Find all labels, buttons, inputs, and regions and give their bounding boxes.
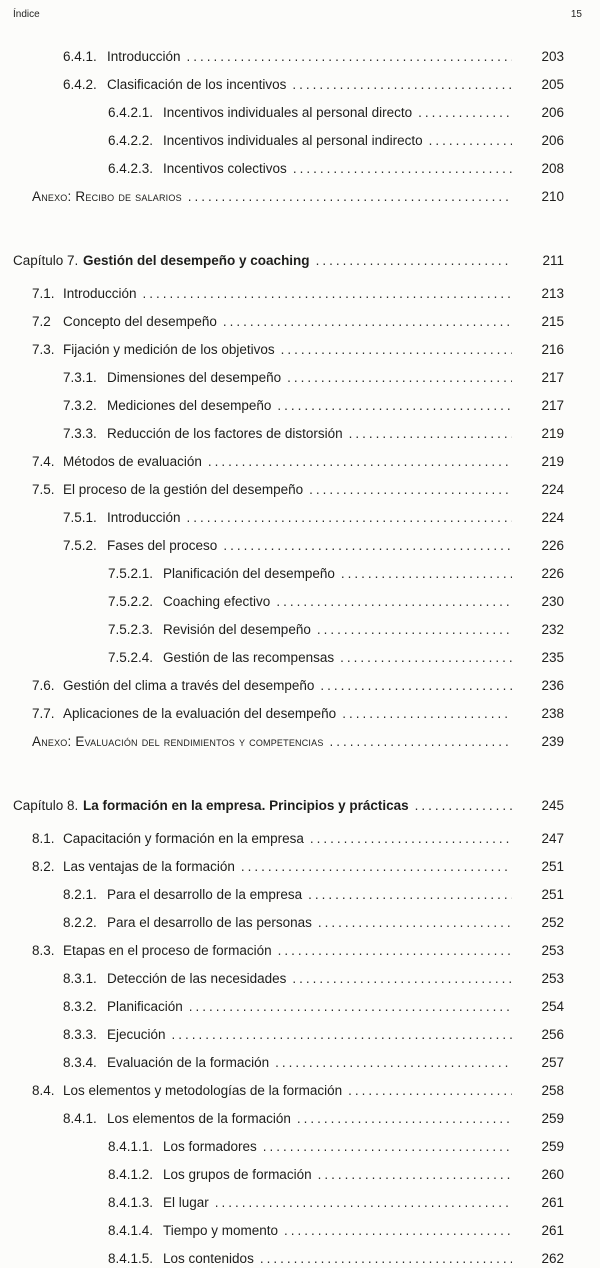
dot-leader [143, 284, 512, 303]
dot-leader [172, 1025, 512, 1044]
toc-entry-title: Tiempo y momento [163, 1223, 279, 1238]
dot-leader [341, 564, 512, 583]
toc-entry-title: Incentivos individuales al personal directo [163, 105, 413, 120]
toc-entry-title: Las ventajas de la formación [63, 859, 235, 874]
toc-entry-number: 6.4.2. [63, 77, 97, 92]
toc-entry-page: 259 [541, 1139, 564, 1154]
toc-entry-title: Introducción [107, 49, 181, 64]
toc-entry-number: 7.3.1. [63, 370, 97, 385]
toc-entry-title: Ejecución [107, 1027, 166, 1042]
toc-row [13, 848, 582, 876]
toc-entry-number: 7.5.2.4. [108, 650, 154, 665]
toc-entry-page: 217 [541, 398, 564, 413]
toc-entry-number: 7.7. [32, 706, 55, 721]
toc-entry-page: 219 [541, 454, 564, 469]
toc-entry-title: Concepto del desempeño [63, 314, 217, 329]
dot-leader [342, 704, 512, 723]
toc-entry-number: 7.5.2. [63, 538, 97, 553]
toc-entry-title: Los formadores [163, 1139, 257, 1154]
toc-row [13, 960, 582, 988]
toc-entry-number: 6.4.2.2. [108, 133, 154, 148]
toc-entry-title: Capacitación y formación en la empresa [63, 831, 304, 846]
dot-leader [340, 648, 512, 667]
toc-entry-page: 203 [541, 49, 564, 64]
toc-entry-title: Para el desarrollo de la empresa [107, 887, 303, 902]
toc-entry-number: 7.5.2.3. [108, 622, 154, 637]
dot-leader [284, 1221, 512, 1240]
dot-leader [277, 396, 512, 415]
toc-row [13, 178, 582, 206]
toc-entry-page: 215 [541, 314, 564, 329]
dot-leader [330, 732, 512, 751]
toc-entry-title: Coaching efectivo [163, 594, 271, 609]
toc-entry-page: 261 [541, 1223, 564, 1238]
toc-entry-number: 8.4. [32, 1083, 55, 1098]
toc-row [13, 1184, 582, 1212]
toc-entry-title: El lugar [163, 1195, 209, 1210]
toc-row [13, 359, 582, 387]
dot-leader [188, 187, 512, 206]
dot-leader [293, 159, 512, 178]
toc-row [13, 1044, 582, 1072]
toc-entry-number: 7.2 [32, 314, 51, 329]
toc-entry-number: 7.5. [32, 482, 55, 497]
dot-leader [318, 1165, 512, 1184]
toc-row [13, 471, 582, 499]
toc-entry-number: 8.3.4. [63, 1055, 97, 1070]
toc-entry-title: Incentivos colectivos [163, 161, 287, 176]
toc-entry-page: 206 [541, 105, 564, 120]
toc-entry-number: 7.3.3. [63, 426, 97, 441]
toc-entry-number: 7.5.2.2. [108, 594, 154, 609]
toc-row [13, 38, 582, 66]
dot-leader [316, 251, 512, 270]
toc-entry-title: Los elementos y metodologías de la formación [63, 1083, 343, 1098]
toc-entry-number: 8.1. [32, 831, 55, 846]
toc-entry-title: Para el desarrollo de las personas [107, 915, 312, 930]
toc-row [13, 415, 582, 443]
toc-row [13, 94, 582, 122]
toc-entry-number: 8.4.1.2. [108, 1167, 154, 1182]
toc-entry-number: 7.4. [32, 454, 55, 469]
toc-entry-page: 224 [541, 482, 564, 497]
toc-entry-title: Planificación [107, 999, 183, 1014]
toc-row [13, 1072, 582, 1100]
toc-entry-number: 8.2. [32, 859, 55, 874]
toc-entry-title: Detección de las necesidades [107, 971, 287, 986]
toc-row [13, 275, 582, 303]
toc-entry-number: 7.1. [32, 286, 55, 301]
toc-entry-number: 7.3. [32, 342, 55, 357]
toc-entry-title: Los grupos de formación [163, 1167, 312, 1182]
toc-entry-number: 8.3.3. [63, 1027, 97, 1042]
toc-entry-page: 208 [541, 161, 564, 176]
toc-entry-number: 6.4.2.1. [108, 105, 154, 120]
dot-leader [297, 1109, 512, 1128]
toc-entry-page: 259 [541, 1111, 564, 1126]
toc-row [13, 1016, 582, 1044]
toc-row [13, 904, 582, 932]
dot-leader [429, 131, 512, 150]
toc-row [13, 723, 582, 751]
toc-entry-title: Los contenidos [163, 1251, 254, 1266]
toc-entry-number: Capítulo 8. [13, 798, 79, 813]
toc-row [13, 499, 582, 527]
toc-row [13, 611, 582, 639]
dot-leader [223, 312, 512, 331]
toc-entry-number: 6.4.2.3. [108, 161, 154, 176]
page-header-number: 15 [570, 9, 582, 20]
toc-entry-page: 251 [541, 859, 564, 874]
toc-entry-number: 7.6. [32, 678, 55, 693]
toc-entry-page: 211 [542, 253, 564, 268]
toc-entry-page: 210 [541, 189, 564, 204]
toc-entry-number: 8.4.1.1. [108, 1139, 154, 1154]
dot-leader [317, 620, 512, 639]
toc-entry-page: 245 [541, 798, 564, 813]
toc-entry-page: 247 [541, 831, 564, 846]
dot-leader [348, 1081, 512, 1100]
toc-entry-number: 6.4.1. [63, 49, 97, 64]
toc-entry-title: Fases del proceso [107, 538, 218, 553]
toc-entry-title: Aplicaciones de la evaluación del desempeño [63, 706, 337, 721]
toc-entry-title: Métodos de evaluación [63, 454, 202, 469]
toc-row [13, 1128, 582, 1156]
dot-leader [263, 1137, 512, 1156]
toc-entry-title: Gestión del desempeño y coaching [83, 253, 310, 268]
toc-entry-page: 232 [541, 622, 564, 637]
toc-entry-number: 7.5.2.1. [108, 566, 154, 581]
toc-entry-page: 226 [541, 566, 564, 581]
toc-row [13, 876, 582, 904]
dot-leader [278, 941, 512, 960]
toc-entry-number: 8.4.1.4. [108, 1223, 154, 1238]
toc-entry-title: Anexo: Recibo de salarios [32, 189, 182, 204]
toc-row [13, 331, 582, 359]
toc-entry-title: Los elementos de la formación [107, 1111, 291, 1126]
dot-leader [223, 536, 512, 555]
dot-leader [309, 480, 512, 499]
toc-entry-title: Gestión del clima a través del desempeño [63, 678, 315, 693]
dot-leader [287, 368, 512, 387]
toc-row [13, 303, 582, 331]
toc-entry-page: 206 [541, 133, 564, 148]
toc-entry-page: 253 [541, 943, 564, 958]
toc-entry-number: Capítulo 7. [13, 253, 79, 268]
toc-entry-number: 8.4.1.3. [108, 1195, 154, 1210]
toc-row [13, 1212, 582, 1240]
dot-leader [310, 829, 512, 848]
dot-leader [189, 997, 512, 1016]
toc-entry-page: 239 [541, 734, 564, 749]
dot-leader [292, 969, 512, 988]
toc-entry-number: 7.3.2. [63, 398, 97, 413]
toc-entry-number: 7.5.1. [63, 510, 97, 525]
toc-entry-title: Evaluación de la formación [107, 1055, 270, 1070]
toc-row [13, 555, 582, 583]
toc-row [13, 387, 582, 415]
toc-entry-title: Incentivos individuales al personal indirecto [163, 133, 423, 148]
toc-row [13, 527, 582, 555]
toc-entry-title: Fijación y medición de los objetivos [63, 342, 275, 357]
toc-entry-page: 254 [541, 999, 564, 1014]
toc-row [13, 667, 582, 695]
toc-row [13, 1240, 582, 1268]
dot-leader [215, 1193, 512, 1212]
toc-entry-page: 217 [541, 370, 564, 385]
toc-row [13, 150, 582, 178]
dot-leader [275, 1053, 512, 1072]
toc-entry-title: El proceso de la gestión del desempeño [63, 482, 304, 497]
dot-leader [292, 75, 512, 94]
toc-entry-title: Gestión de las recompensas [163, 650, 335, 665]
dot-leader [418, 103, 512, 122]
toc-entry-title: Reducción de los factores de distorsión [107, 426, 343, 441]
toc-entry-number: 8.2.1. [63, 887, 97, 902]
dot-leader [281, 340, 512, 359]
toc-entry-page: 258 [541, 1083, 564, 1098]
toc-entry-title: Introducción [63, 286, 137, 301]
toc-entry-page: 226 [541, 538, 564, 553]
toc-entry-number: 8.4.1.5. [108, 1251, 154, 1266]
toc-entry-number: 8.4.1. [63, 1111, 97, 1126]
dot-leader [415, 796, 512, 815]
toc-entry-page: 230 [541, 594, 564, 609]
toc-list [13, 38, 582, 1268]
toc-entry-number: 8.3.1. [63, 971, 97, 986]
toc-entry-page: 261 [541, 1195, 564, 1210]
toc-row [13, 242, 582, 270]
toc-entry-title: Revisión del desempeño [163, 622, 311, 637]
toc-entry-page: 262 [541, 1251, 564, 1266]
dot-leader [208, 452, 512, 471]
toc-entry-page: 238 [541, 706, 564, 721]
toc-row [13, 639, 582, 667]
dot-leader [320, 676, 512, 695]
toc-entry-page: 236 [541, 678, 564, 693]
toc-entry-title: Anexo: Evaluación del rendimientos y competencias [32, 734, 324, 749]
toc-entry-title: Dimensiones del desempeño [107, 370, 282, 385]
toc-row [13, 695, 582, 723]
dot-leader [187, 508, 512, 527]
toc-row [13, 988, 582, 1016]
toc-row [13, 1100, 582, 1128]
toc-entry-page: 205 [541, 77, 564, 92]
toc-row [13, 787, 582, 815]
toc-entry-number: 8.3.2. [63, 999, 97, 1014]
toc-entry-page: 224 [541, 510, 564, 525]
toc-row [13, 932, 582, 960]
dot-leader [187, 47, 512, 66]
toc-row [13, 583, 582, 611]
toc-entry-title: Introducción [107, 510, 181, 525]
toc-entry-page: 257 [541, 1055, 564, 1070]
toc-row [13, 66, 582, 94]
toc-entry-title: Planificación del desempeño [163, 566, 335, 581]
toc-entry-title: La formación en la empresa. Principios y prácticas [83, 798, 409, 813]
toc-entry-title: Etapas en el proceso de formación [63, 943, 272, 958]
toc-entry-title: Mediciones del desempeño [107, 398, 272, 413]
dot-leader [276, 592, 512, 611]
dot-leader [349, 424, 512, 443]
toc-row [13, 1156, 582, 1184]
page-header [13, 9, 582, 21]
toc-entry-page: 252 [541, 915, 564, 930]
toc-entry-page: 256 [541, 1027, 564, 1042]
dot-leader [308, 885, 512, 904]
toc-entry-page: 219 [541, 426, 564, 441]
toc-entry-page: 235 [541, 650, 564, 665]
toc-entry-page: 213 [541, 286, 564, 301]
toc-entry-number: 8.2.2. [63, 915, 97, 930]
toc-entry-number: 8.3. [32, 943, 55, 958]
toc-entry-page: 260 [541, 1167, 564, 1182]
dot-leader [241, 857, 512, 876]
toc-row [13, 820, 582, 848]
toc-entry-page: 251 [541, 887, 564, 902]
toc-entry-page: 253 [541, 971, 564, 986]
toc-entry-title: Clasificación de los incentivos [107, 77, 287, 92]
page-header-title: Índice [13, 9, 40, 20]
toc-row [13, 122, 582, 150]
toc-row [13, 443, 582, 471]
toc-entry-page: 216 [541, 342, 564, 357]
dot-leader [260, 1249, 512, 1268]
